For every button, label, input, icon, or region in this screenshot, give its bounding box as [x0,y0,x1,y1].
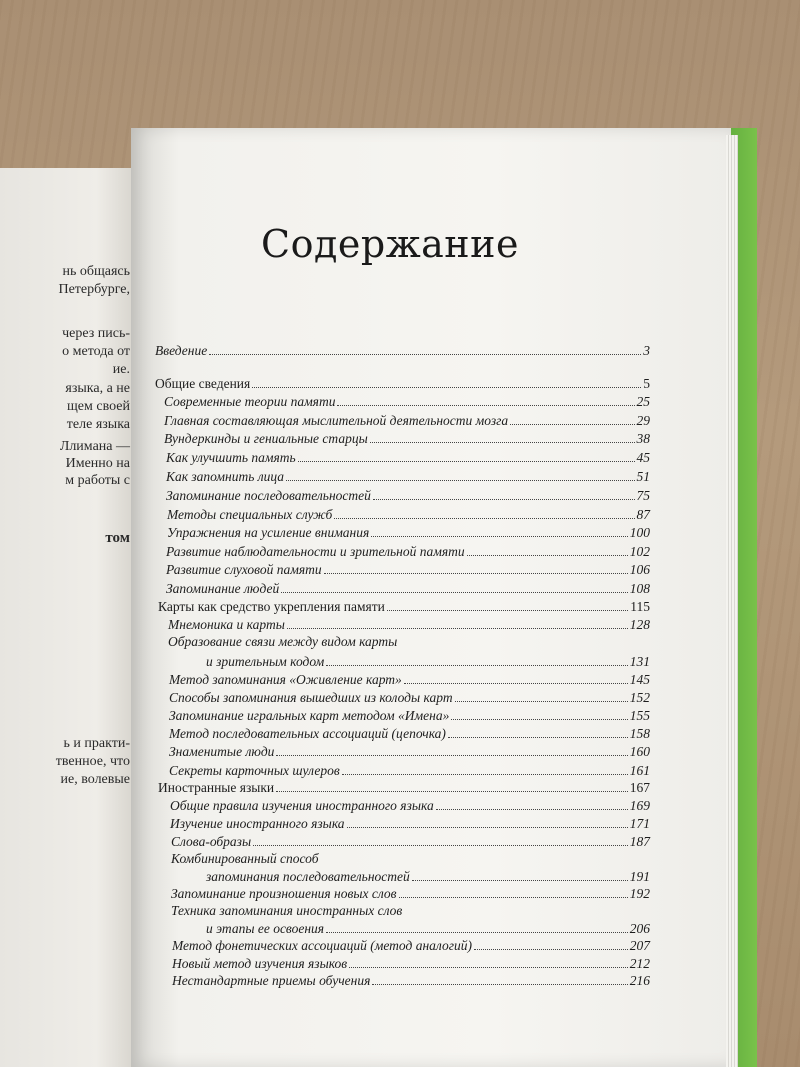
toc-entry-page: 169 [629,798,650,813]
toc-leader [334,518,634,519]
toc-entry-page: 158 [629,726,650,741]
toc-entry-title: запоминания последовательностей [206,869,410,884]
toc-entry [164,430,650,447]
toc-entry [206,920,650,937]
toc-leader [252,387,641,388]
toc-leader [370,442,635,443]
toc-entry [167,524,650,541]
toc-entry-title: Главная составляющая мыслительной деятельности мозга [164,413,509,428]
toc-entry-title: Вундеркинды и гениальные старцы [164,431,368,446]
toc-entry [166,543,650,560]
toc-entry-page: 207 [629,938,650,953]
toc-entry-page: 38 [636,431,650,446]
toc-entry-title: Запоминание игральных карт методом «Имена» [169,708,450,723]
toc-entry-title: Запоминание людей [166,581,280,596]
toc-entry [169,725,650,742]
left-page-line: Именно на [65,456,130,471]
toc-entry-page: 108 [629,581,650,596]
toc-leader [387,610,628,611]
toc-entry-title: Введение [155,343,208,358]
toc-leader [399,897,628,898]
toc-entry-page: 87 [636,507,650,522]
toc-leader [286,480,634,481]
toc-entry [171,885,650,902]
toc-entry-title: и этапы ее освоения [206,921,325,936]
toc-entry-page: 216 [629,973,650,988]
toc-entry-title: Запоминание последовательностей [166,488,371,503]
toc-entry [170,797,650,814]
toc-leader [349,967,628,968]
toc-entry-title: Мнемоника и карты [168,617,285,632]
toc-leader [287,628,628,629]
toc-entry [164,412,650,429]
left-page-line: м работы с [65,473,130,488]
toc-entry [169,671,650,688]
toc-entry-title: Нестандартные приемы обучения [172,973,371,988]
toc-leader [276,791,628,792]
toc-entry [206,653,650,670]
toc-leader [510,424,634,425]
left-page-line: ие. [112,362,130,377]
toc-entry-title: Секреты карточных шулеров [169,763,340,778]
toc-entry [172,972,650,989]
toc-entry-page: 106 [629,562,650,577]
toc-entry-page: 160 [629,744,650,759]
toc-entry [171,833,650,850]
toc-entry-title: и зрительным кодом [206,654,325,669]
toc-entry [155,342,650,359]
left-page-line: твенное, что [55,754,130,769]
toc-leader [371,536,627,537]
toc-entry-page: 192 [629,886,650,901]
toc-entry-title: Метод запоминания «Оживление карт» [169,672,402,687]
toc-entry [169,707,650,724]
left-page-heading: том [105,530,130,546]
toc-entry-page: 75 [636,488,650,503]
toc-entry-title: Иностранные языки [158,780,275,795]
toc-entry [168,616,650,633]
toc-entry [169,762,650,779]
toc-leader [281,592,628,593]
toc-entry [166,561,650,578]
toc-entry [172,955,650,972]
toc-entry [206,868,650,885]
toc-entry-title: Способы запоминания вышедших из колоды карт [169,690,453,705]
toc-entry-page: 128 [629,617,650,632]
toc-entry-page: 212 [629,956,650,971]
toc-entry-page: 191 [629,869,650,884]
toc-entry [166,580,650,597]
toc-entry-page: 161 [629,763,650,778]
toc-entry-title: Упражнения на усиление внимания [167,525,370,540]
toc-entry-page: 155 [629,708,650,723]
toc-entry [169,689,650,706]
toc-entry [167,506,650,523]
toc-entry [166,468,650,485]
toc-leader [326,932,628,933]
toc-entry-title: Слова-образы [171,834,252,849]
toc-entry-title: Комбинированный способ [171,851,319,866]
toc-leader [455,701,628,702]
toc-entry-title: Общие правила изучения иностранного языка [170,798,434,813]
toc-entry [158,598,650,615]
toc-leader [337,405,634,406]
toc-leader [372,984,627,985]
toc-entry-title: Развитие слуховой памяти [166,562,322,577]
toc-entry [169,743,650,760]
toc-entry-page: 25 [636,394,650,409]
toc-leader [298,461,635,462]
toc-entry-title: Техника запоминания иностранных слов [171,903,403,918]
toc-leader [451,719,627,720]
toc-leader [412,880,628,881]
left-page-line: щем своей [67,399,130,414]
toc-entry-title: Запоминание произношения новых слов [171,886,397,901]
toc-entry [172,937,650,954]
toc-entry-title: Развитие наблюдательности и зрительной памяти [166,544,465,559]
toc-entry [164,393,650,410]
toc-leader [436,809,628,810]
toc-entry-title: Знаменитые люди [169,744,275,759]
toc-leader [347,827,628,828]
toc-entry-page: 145 [629,672,650,687]
toc-entry-page: 100 [629,525,650,540]
toc-entry [170,815,650,832]
left-page-line: через пись- [62,326,130,341]
toc-entry-page: 3 [643,343,650,358]
left-page-line: ие, волевые [60,772,130,787]
toc-entry-page: 167 [629,780,650,795]
left-page-line: нь общаясь [62,264,130,279]
toc-leader [373,499,635,500]
toc-leader [404,683,628,684]
toc-leader [342,774,628,775]
toc-entry-page: 131 [629,654,650,669]
toc-entry-page: 152 [629,690,650,705]
toc-entry-title: Метод последовательных ассоциаций (цепочка) [169,726,446,741]
toc-entry [166,449,650,466]
toc-entry-page: 51 [636,469,650,484]
toc-leader [326,665,628,666]
toc-leader [467,555,628,556]
toc-entry [166,487,650,504]
toc-entry-page: 29 [636,413,650,428]
left-page-line: Петербурге, [58,282,130,297]
left-page-line: языка, а не [65,381,130,396]
left-page-line: о метода от [62,344,130,359]
toc-entry-page: 115 [630,599,650,614]
left-page-line: Ллимана — [59,439,130,454]
toc-entry-title: Новый метод изучения языков [172,956,348,971]
toc-leader [253,845,628,846]
toc-entry-title: Образование связи между видом карты [168,634,398,649]
toc-entry-title: Как запомнить лица [166,469,285,484]
toc-entry [155,375,650,392]
toc-entry [158,779,650,796]
toc-entry-title: Современные теории памяти [164,394,336,409]
toc-leader [474,949,628,950]
page-title: Содержание [261,222,519,266]
toc-leader [324,573,628,574]
toc-leader [209,354,641,355]
toc-entry-page: 171 [629,816,650,831]
toc-entry-page: 45 [636,450,650,465]
toc-entry-title: Методы специальных служб [167,507,333,522]
toc-entry-page: 187 [629,834,650,849]
toc-leader [448,737,628,738]
toc-entry-page: 102 [629,544,650,559]
toc-entry-title: Метод фонетических ассоциаций (метод аналогий) [172,938,472,953]
toc-entry-page: 5 [643,376,650,391]
toc-leader [276,755,627,756]
toc-entry-title: Карты как средство укрепления памяти [158,599,385,614]
toc-entry-title: Как улучшить память [166,450,296,465]
toc-entry-title: Общие сведения [155,376,251,391]
left-page-line: теле языка [66,417,130,432]
toc-entry-page: 206 [629,921,650,936]
left-page-line: ь и практи- [63,736,130,751]
toc-entry-title: Изучение иностранного языка [170,816,345,831]
